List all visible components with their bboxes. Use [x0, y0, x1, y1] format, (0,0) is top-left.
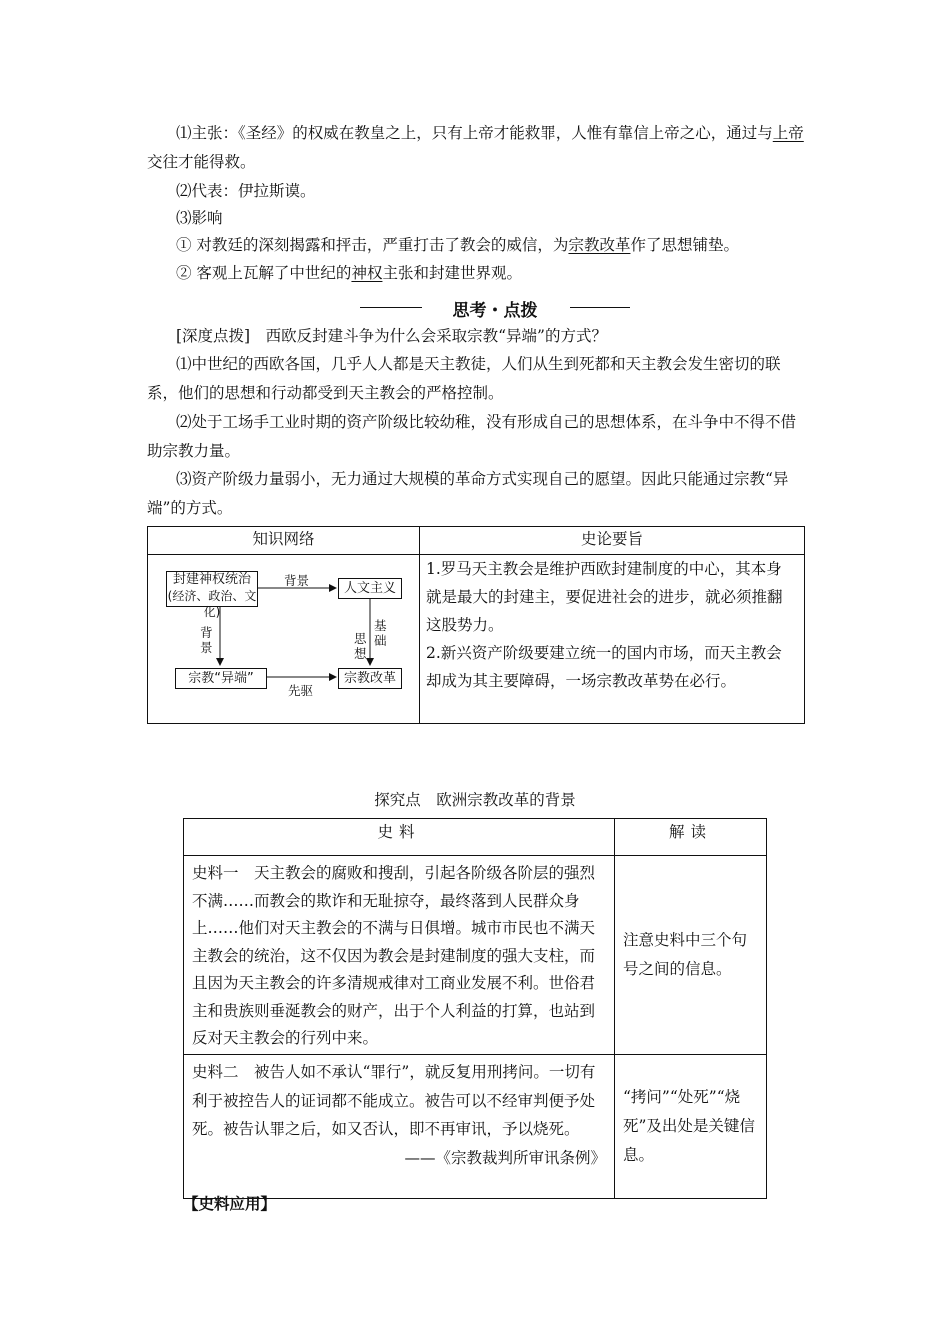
deep-question: [深度点拨] 西欧反封建斗争为什么会采取宗教“异端”的方式？: [176, 327, 607, 345]
section-separator: [360, 296, 630, 321]
source-2-text: 史料二 被告人如不承认“罪行”，就反复用刑拷问。一切有利于被控告人的证词都不能成立。被告可以不经审判便予处死。被告认罪之后，如又否认，即不再审讯，予以烧死。: [192, 1063, 596, 1138]
thought-char-1: 思: [354, 631, 367, 646]
history-points-header: 史论要旨: [420, 527, 805, 555]
foundation-char-1: 基: [374, 618, 387, 633]
deep-answer-2: ⑵处于工场手工业时期的资产阶级比较幼稚，没有形成自己的思想体系，在斗争中不得不借助宗教力量。: [147, 413, 797, 460]
sources-table: [183, 818, 767, 1199]
deep-answer-1: ⑴中世纪的西欧各国，几乎人人都是天主教徒，人们从生到死都和天主教会发生密切的联系，他们的思想和行动都受到天主教会的严格控制。: [147, 355, 781, 402]
feudal-theocracy-label: 封建神权统治: [172, 572, 251, 587]
humanism-box: 人文主义: [338, 578, 402, 599]
deep-answer-3: ⑶资产阶级力量弱小，无力通过大规模的革命方式实现自己的愿望。因此只能通过宗教“异端”的方式。: [147, 470, 789, 517]
knowledge-table: [147, 526, 805, 724]
influence-2-text: ② 客观上瓦解了中世纪的: [176, 264, 352, 282]
source-2-citation: ——《宗教裁判所审讯条例》: [404, 1148, 606, 1167]
separator-line-left: [360, 307, 422, 308]
background-label-left: [200, 625, 214, 655]
influence-heading: ⑶影响: [176, 209, 223, 227]
feudal-theocracy-box: [166, 571, 258, 619]
reform-box: 宗教改革: [338, 668, 402, 689]
background-label-top: 背景: [284, 573, 310, 588]
claim-text: ⑴主张：《圣经》的权威在教皇之上，只有上帝才能救罪，人惟有靠信上帝之心，通过与: [176, 124, 773, 142]
influence-item-1: [147, 231, 807, 260]
reform-underline: 宗教改革: [568, 236, 631, 254]
claim-paragraph: [147, 119, 807, 177]
knowledge-diagram-cell: [148, 555, 420, 724]
background-char-1: 背: [200, 625, 213, 640]
background-char-2: 景: [200, 640, 213, 655]
source-row-2: [184, 1055, 767, 1199]
foundation-char-2: 础: [374, 633, 387, 648]
source-application-label: 【史料应用】: [183, 1194, 277, 1213]
source-2-cell: [184, 1055, 615, 1199]
claim-text-end: 交往才能得救。: [147, 153, 256, 171]
influence-2-end: 主张和封建世界观。: [382, 264, 522, 282]
reading-header: 解读: [615, 819, 767, 856]
influence-item-2: [147, 259, 807, 288]
knowledge-diagram: [148, 555, 419, 723]
feudal-theocracy-sub: (经济、政治、文化): [167, 589, 257, 619]
history-point-1: 1.罗马天主教会是维护西欧封建制度的中心，其本身就是最大的封建主，要促进社会的进步，就必须推翻这股势力。: [426, 560, 783, 634]
source-row-1: [184, 856, 767, 1055]
thought-char-2: 想: [354, 646, 367, 661]
foundation-label: [374, 618, 388, 648]
history-point-2: 2.新兴资产阶级要建立统一的国内市场，而天主教会却成为其主要障碍，一场宗教改革势在必行。: [426, 644, 782, 690]
god-underline: 上帝: [772, 124, 804, 142]
explore-title: 探究点 欧洲宗教改革的背景: [374, 791, 576, 809]
history-points-cell: [420, 555, 805, 724]
thought-label: [354, 631, 368, 661]
influence-1-end: 作了思想铺垫。: [630, 236, 739, 254]
knowledge-network-header: 知识网络: [148, 527, 420, 555]
source-1-cell: 史料一 天主教会的腐败和搜刮，引起各阶级各阶层的强烈不满……而教会的欺诈和无耻掠夺，最终落到人民群众身上……他们对天主教会的不满与日俱增。城市市民也不满天主教会的统治，这不仅因为教会是封建制度的强大支柱，而且因为天主教会的许多清规戒律对工商业发展不利。世俗君主和贵族则垂涎教会的财产，出于个人利益的打算，也站到反对天主教会的行列中来。: [184, 856, 615, 1055]
source-header: 史料: [184, 819, 615, 856]
section-title: 思考・点拨: [452, 301, 538, 321]
pioneer-label: 先驱: [288, 683, 314, 698]
heresy-box: 宗教“异端”: [175, 668, 267, 689]
reading-2-cell: “拷问”“处死”“烧死”及出处是关键信息。: [615, 1055, 767, 1199]
representative-line: ⑵代表：伊拉斯谟。: [176, 182, 316, 200]
influence-1-text: ① 对教廷的深刻揭露和抨击，严重打击了教会的威信，为: [176, 236, 569, 254]
separator-line-right: [570, 307, 630, 308]
reading-1-cell: 注意史料中三个句号之间的信息。: [615, 856, 767, 1055]
theocracy-underline: 神权: [351, 264, 383, 282]
